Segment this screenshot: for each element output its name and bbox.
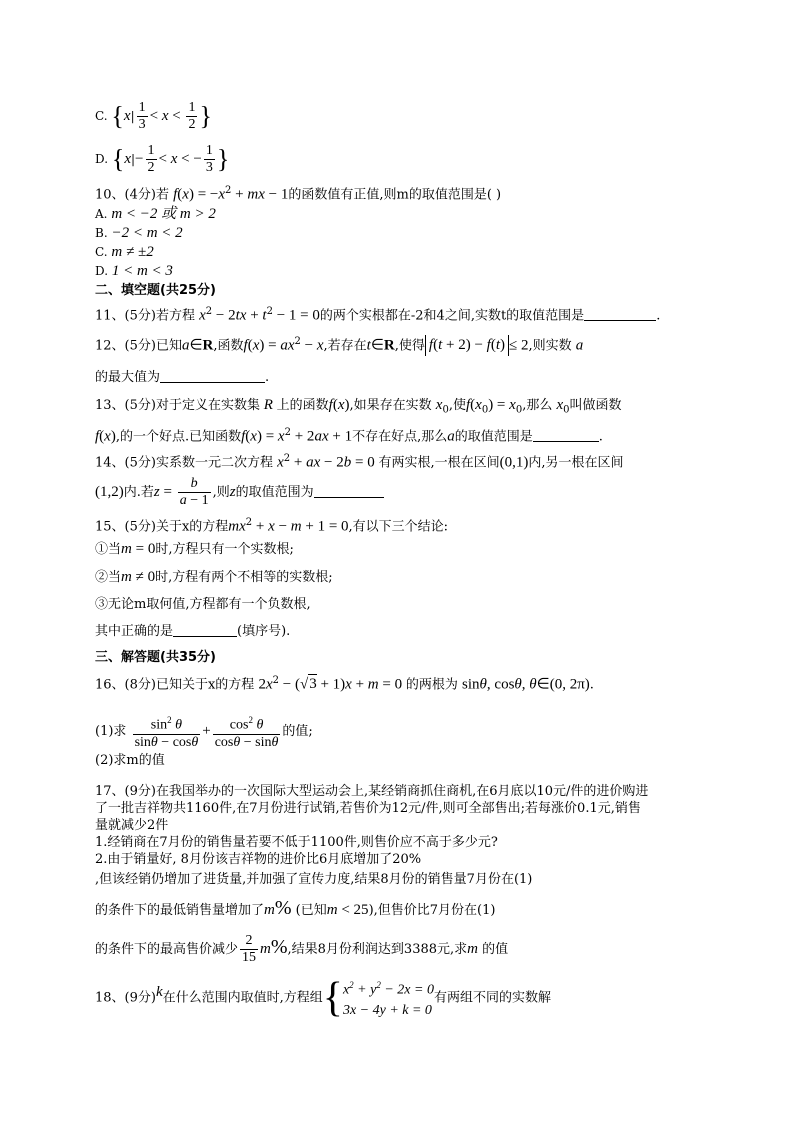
q12-prefix: 12、(5分)已知 <box>95 338 182 354</box>
set-brace: { <box>111 144 125 174</box>
q13-text: ,那么 <box>522 398 553 413</box>
answer-blank[interactable] <box>533 427 599 442</box>
q10-option-a <box>95 205 216 223</box>
q17-text: (已知 <box>295 903 327 918</box>
q15-text: 时,方程有两个不相等的实数根; <box>155 570 333 585</box>
q11-prefix: 11、(5分)若方程 <box>95 308 195 324</box>
q17-line: 17、(9分)在我国举办的一次国际大型运动会上,某经销商抓住商机,在6月底以10元/件的进价购进 <box>95 784 649 799</box>
q15-conclusion-3: ③无论m取何值,方程都有一个负数根, <box>95 597 311 612</box>
q18-text: 18、(9分) <box>95 990 156 1006</box>
q16-text: 16、(8分)已知关于x的方程 <box>95 677 255 693</box>
option-label: A. <box>95 207 108 221</box>
q12-text: ,则实数 <box>528 338 572 354</box>
q10-suffix: 的函数值有正值,则m的取值范围是( ) <box>288 187 502 203</box>
option-text: −2 < m < 2 <box>111 225 183 241</box>
q17-text: ,结果8月份利润达到3388元,求 <box>287 942 468 957</box>
option-label: C. <box>95 245 108 259</box>
q17-text: 的值 <box>482 942 509 957</box>
q17-line: 量就减少2件 <box>95 818 169 833</box>
q15-conclusion-1: ①当m = 0时,方程只有一个实数根; <box>95 541 294 557</box>
q10-prefix: 10、(4分)若 <box>95 187 169 203</box>
q10-stem: 10、(4分)若 $f(x) = -x^2$ + mx − 1的函数值有正值,则m的取值范围是( ) <box>95 185 502 203</box>
answer-blank[interactable] <box>314 483 384 498</box>
q13-line2: f(x),的一个好点.已知函数$f(x) = x^2 + 2ax + 1$不存在好点,那么a的取值范围是 . <box>95 427 603 445</box>
q12-text: 的最大值为 <box>95 370 161 385</box>
answer-blank[interactable] <box>584 306 656 321</box>
q13-text: 13、(5分)对于定义在实数集 <box>95 398 260 413</box>
q12-text: ,使得 <box>394 338 425 354</box>
q12-line2: 的最大值为 . <box>95 370 270 385</box>
q14-text: 14、(5分)实系数一元二次方程 <box>95 455 273 471</box>
q15-text: 其中正确的是 <box>95 624 174 639</box>
q17-line: 的条件下的最高售价减少 $\frac{2}{15}$ m%,结果8月份利润达到3388元,求m 的值 <box>95 933 509 965</box>
q17-text: 的条件下的最高售价减少 <box>95 942 239 957</box>
system-brace: { <box>322 974 343 1021</box>
option-label: B. <box>95 226 108 240</box>
q15-text: ,有以下三个结论: <box>348 519 449 535</box>
q11-stem: 11、(5分)若方程 $x^2 - 2tx + t^2 - 1 = 0$的两个实根都在-2和4之间,实数t的取值范围是 . <box>95 306 661 324</box>
q15-stem: 15、(5分)关于x的方程$mx^2 + x - m + 1 = 0$,有以下三个结论: <box>95 517 449 535</box>
fraction: $\frac{1}{3}$ <box>138 100 146 132</box>
q11-suffix: 的两个实根都在-2和4之间,实数t的取值范围是 <box>319 308 585 324</box>
q12-text: ,函数 <box>213 338 244 354</box>
q10-option-d <box>95 262 173 280</box>
q10-option-b <box>95 224 183 242</box>
q12-stem: 12、(5分)已知a∈R,函数$f(x) = ax^2 - x$,若存在t∈R,使得 f(t + 2) − f(t) ≤ 2,则实数 a <box>95 333 583 356</box>
q16-text: 的两根为 <box>405 677 458 693</box>
q16-part-2: (2)求m的值 <box>95 753 165 768</box>
q13-text: ,使 <box>448 398 466 413</box>
equation-system: $x^2 + y^2 - 2x = 0$ 3x − 4y + k = 0 <box>342 980 434 1018</box>
answer-blank[interactable] <box>173 622 237 637</box>
option-text: m < −2 或 m > 2 <box>111 206 216 222</box>
q15-text: ②当 <box>95 570 122 585</box>
q14-text: 有两实根,一根在区间 <box>378 455 500 471</box>
option-label: C. <box>95 109 108 123</box>
q17-line: ,但该经销仍增加了进货量,并加强了宣传力度,结果8月份的销售量7月份在(1) <box>95 872 533 887</box>
q17-line: 的条件下的最低销售量增加了m% (已知m < 25),但售价比7月份在(1) <box>95 897 496 919</box>
section-fill-heading: 二、填空题(共25分) <box>95 283 216 298</box>
q13-text: 上的函数 <box>276 398 329 413</box>
fraction: $\frac{2}{15}$ <box>242 933 257 965</box>
q14-text: 的取值范围为 <box>235 485 314 500</box>
q18-text: 有两组不同的实数解 <box>433 990 551 1006</box>
fraction: $\frac{1}{2}$ <box>188 100 196 132</box>
q13-text: 叫做函数 <box>569 398 622 413</box>
q14-text: ,则 <box>212 485 230 500</box>
q17-line: 了一批吉祥物共1160件,在7月份进行试销,若售价为12元/件,则可全部售出;若每涨价0.1元,销售 <box>95 801 641 816</box>
fraction: $\frac{b}{a - 1}$ <box>179 476 209 508</box>
q14-line1: 14、(5分)实系数一元二次方程 $x^2$ + ax − 2b = 0 有两实根,一根在区间(0,1)内,另一根在区间 <box>95 453 624 471</box>
q15-text: ①当 <box>95 542 122 557</box>
q17-text: ),但售价比7月份在(1) <box>368 903 496 918</box>
q18-text: 在什么范围内取值时,方程组 <box>162 990 323 1006</box>
q16-text: 的值; <box>282 723 313 739</box>
q16-part-1: (1)求 $\frac{\sin^2 \theta}{\sin\theta - \cos\theta}$ + $\frac{\cos^2 \theta}{\cos\theta - \sin\theta}$ 的值; <box>95 712 313 751</box>
q15-text: (填序号). <box>237 624 291 639</box>
q13-text: 不存在好点,那么 <box>352 429 448 445</box>
q16-text: (1)求 <box>95 723 127 739</box>
q13-line1: 13、(5分)对于定义在实数集 R 上的函数f(x),如果存在实数 $x_0$,使$f(x_0) = x_0$,那么 $x_0$叫做函数 <box>95 397 622 416</box>
fraction: $\frac{\cos^2 \theta}{\cos\theta - \sin\theta}$ <box>213 712 281 751</box>
q14-text: 内.若 <box>123 485 154 500</box>
option-text: 1 < m < 3 <box>111 263 173 279</box>
q13-text: ,的一个好点.已知函数 <box>115 429 242 445</box>
fraction: $\frac{\sin^2 \theta}{\sin\theta - \cos\theta}$ <box>133 712 201 751</box>
q17-line: 2.由于销量好, 8月份该吉祥物的进价比6月底增加了20% <box>95 852 422 867</box>
q13-text: 的取值范围是 <box>454 429 533 445</box>
fraction: $\frac{1}{3}$ <box>205 143 213 175</box>
q13-text: ,如果存在实数 <box>349 398 432 413</box>
q14-text: 内,另一根在区间 <box>528 455 624 471</box>
q15-conclusion-2: ②当m ≠ 0时,方程有两个不相等的实数根; <box>95 569 333 585</box>
q15-text: 15、(5分)关于x的方程 <box>95 519 229 535</box>
q17-line: 1.经销商在7月份的销售量若要不低于1100件,则售价应不高于多少元? <box>95 835 498 850</box>
q15-text: 时,方程只有一个实数根; <box>155 542 294 557</box>
q16-stem: 16、(8分)已知关于x的方程 $2x^2 - (√3 + 1)x + m = 0$ 的两根为 sinθ, cosθ, θ∈(0, 2π). <box>95 675 594 693</box>
option-label: D. <box>95 152 109 166</box>
q10-option-c <box>95 243 154 261</box>
q9-option-d: D. {x|− $\frac{1}{2}$ < x < − $\frac{1}{3}$ } <box>95 143 230 175</box>
answer-blank[interactable] <box>160 368 265 383</box>
option-text: m ≠ ±2 <box>111 244 154 260</box>
q17-text: 的条件下的最低销售量增加了 <box>95 903 265 918</box>
q12-text: ,若存在 <box>323 338 367 354</box>
option-label: D. <box>95 264 109 278</box>
fraction: $\frac{1}{2}$ <box>147 143 155 175</box>
q14-line2: (1,2)内.若z = $\frac{b}{a - 1}$ ,则z的取值范围为 <box>95 476 384 509</box>
q15-ask <box>95 622 290 641</box>
set-brace: { <box>111 101 124 131</box>
section-solve-heading: 三、解答题(共35分) <box>95 650 216 665</box>
q9-option-c: C. {x| $\frac{1}{3}$ < x < $\frac{1}{2}$ } <box>95 100 212 132</box>
q18-stem: 18、(9分)k在什么范围内取值时,方程组{ $x^2 + y^2 - 2x = 0$ 3x − 4y + k = 0 有两组不同的实数解 <box>95 974 551 1021</box>
